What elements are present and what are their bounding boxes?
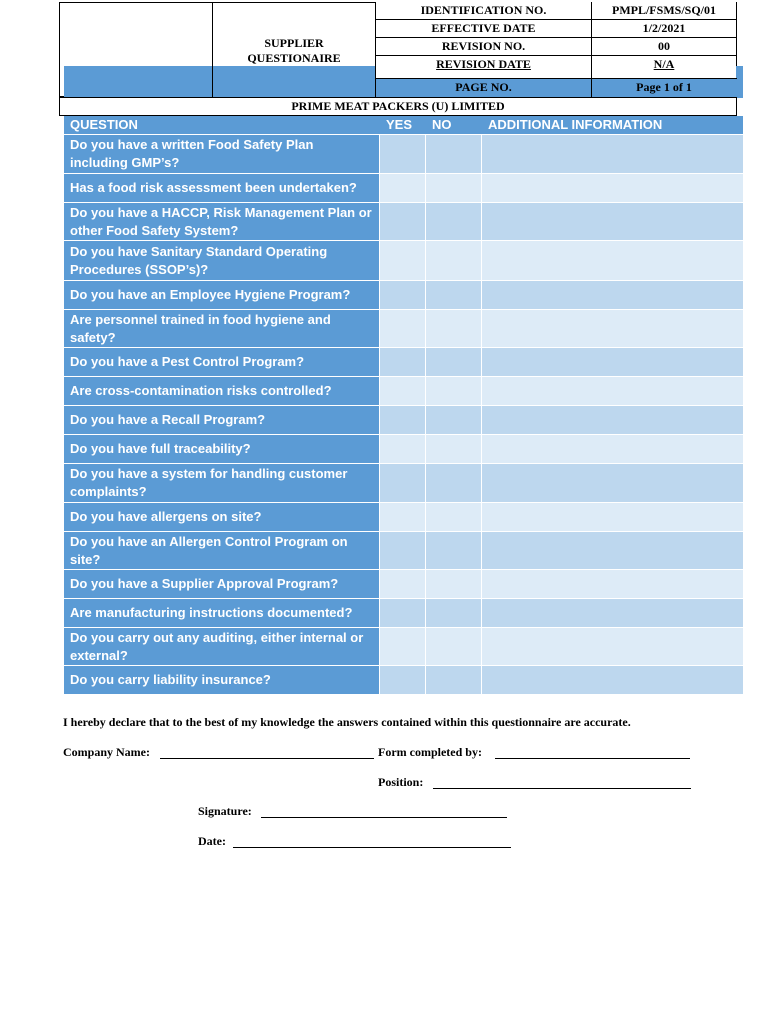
yes-answer-cell[interactable] xyxy=(380,174,425,202)
no-answer-cell[interactable] xyxy=(426,377,481,405)
field-label: REVISION DATE xyxy=(436,57,531,71)
yes-answer-cell[interactable] xyxy=(380,203,425,240)
table-row xyxy=(64,281,743,309)
column-header-yes: YES xyxy=(386,117,413,132)
question-text: Do you have Sanitary Standard Operating Procedures (SSOP’s)? xyxy=(64,241,379,280)
table-row xyxy=(64,174,743,202)
question-text: Has a food risk assessment been undertaken? xyxy=(64,174,379,202)
table-row xyxy=(64,203,743,240)
no-answer-cell[interactable] xyxy=(426,281,481,309)
no-answer-cell[interactable] xyxy=(426,666,481,694)
table-row xyxy=(64,532,743,569)
additional-info-cell[interactable] xyxy=(482,435,743,463)
column-header-no: NO xyxy=(432,117,452,132)
yes-answer-cell[interactable] xyxy=(380,666,425,694)
table-row xyxy=(64,310,743,347)
company-name-label: Company Name: xyxy=(63,745,150,759)
field-value: PMPL/FSMS/SQ/01 xyxy=(611,3,716,17)
field-value: N/A xyxy=(653,57,675,71)
date-label: Date: xyxy=(198,834,226,848)
signature-field[interactable] xyxy=(261,817,507,818)
yes-answer-cell[interactable] xyxy=(380,435,425,463)
no-answer-cell[interactable] xyxy=(426,435,481,463)
no-answer-cell[interactable] xyxy=(426,406,481,434)
additional-info-cell[interactable] xyxy=(482,666,743,694)
question-text: Do you have an Allergen Control Program on site? xyxy=(64,532,379,569)
no-answer-cell[interactable] xyxy=(426,532,481,569)
column-header-additional-info: ADDITIONAL INFORMATION xyxy=(488,117,663,132)
question-text: Are personnel trained in food hygiene and safety? xyxy=(64,310,379,347)
table-row xyxy=(64,503,743,531)
yes-answer-cell[interactable] xyxy=(380,310,425,347)
question-text: Do you carry liability insurance? xyxy=(64,666,379,694)
table-row xyxy=(64,599,743,627)
yes-answer-cell[interactable] xyxy=(380,570,425,598)
question-text: Do you have a Recall Program? xyxy=(64,406,379,434)
additional-info-cell[interactable] xyxy=(482,406,743,434)
additional-info-cell[interactable] xyxy=(482,532,743,569)
additional-info-cell[interactable] xyxy=(482,377,743,405)
field-value: 00 xyxy=(658,39,670,53)
additional-info-cell[interactable] xyxy=(482,281,743,309)
no-answer-cell[interactable] xyxy=(426,174,481,202)
question-text: Are manufacturing instructions documented? xyxy=(64,599,379,627)
no-answer-cell[interactable] xyxy=(426,135,481,173)
table-row xyxy=(64,406,743,434)
additional-info-cell[interactable] xyxy=(482,174,743,202)
column-header-question: QUESTION xyxy=(70,117,138,132)
question-text: Do you have a HACCP, Risk Management Plan or other Food Safety System? xyxy=(64,203,379,240)
yes-answer-cell[interactable] xyxy=(380,406,425,434)
yes-answer-cell[interactable] xyxy=(380,628,425,665)
table-row xyxy=(64,241,743,280)
field-label: IDENTIFICATION NO. xyxy=(420,3,547,17)
yes-answer-cell[interactable] xyxy=(380,377,425,405)
table-header-row xyxy=(64,116,743,134)
form-title: SUPPLIER QUESTIONAIRE xyxy=(247,36,341,65)
additional-info-cell[interactable] xyxy=(482,348,743,376)
company-name-field[interactable] xyxy=(160,758,374,759)
no-answer-cell[interactable] xyxy=(426,570,481,598)
yes-answer-cell[interactable] xyxy=(380,348,425,376)
additional-info-cell[interactable] xyxy=(482,135,743,173)
yes-answer-cell[interactable] xyxy=(380,464,425,502)
signature-label: Signature: xyxy=(198,804,252,818)
table-row xyxy=(64,135,743,173)
additional-info-cell[interactable] xyxy=(482,241,743,280)
additional-info-cell[interactable] xyxy=(482,203,743,240)
table-row xyxy=(64,628,743,665)
field-value: Page 1 of 1 xyxy=(636,80,692,94)
question-text: Are cross-contamination risks controlled? xyxy=(64,377,379,405)
position-label: Position: xyxy=(378,775,424,789)
header-divider xyxy=(212,2,213,97)
date-field[interactable] xyxy=(233,847,511,848)
yes-answer-cell[interactable] xyxy=(380,281,425,309)
field-value: 1/2/2021 xyxy=(642,21,686,35)
additional-info-cell[interactable] xyxy=(482,310,743,347)
table-row xyxy=(64,570,743,598)
field-label: PAGE NO. xyxy=(455,80,512,94)
form-completed-by-label: Form completed by: xyxy=(378,745,482,759)
question-text: Do you have full traceability? xyxy=(64,435,379,463)
table-row xyxy=(64,666,743,694)
additional-info-cell[interactable] xyxy=(482,464,743,502)
field-label: REVISION NO. xyxy=(441,39,526,53)
additional-info-cell[interactable] xyxy=(482,570,743,598)
question-text: Do you have a written Food Safety Plan including GMP’s? xyxy=(64,135,379,173)
no-answer-cell[interactable] xyxy=(426,310,481,347)
table-row xyxy=(64,435,743,463)
no-answer-cell[interactable] xyxy=(426,348,481,376)
field-label: EFFECTIVE DATE xyxy=(431,21,536,35)
form-completed-by-field[interactable] xyxy=(495,758,690,759)
company-name-banner: PRIME MEAT PACKERS (U) LIMITED xyxy=(291,99,505,113)
question-text: Do you have a system for handling customer complaints? xyxy=(64,464,379,502)
no-answer-cell[interactable] xyxy=(426,599,481,627)
additional-info-cell[interactable] xyxy=(482,503,743,531)
question-text: Do you have a Pest Control Program? xyxy=(64,348,379,376)
yes-answer-cell[interactable] xyxy=(380,503,425,531)
no-answer-cell[interactable] xyxy=(426,503,481,531)
yes-answer-cell[interactable] xyxy=(380,241,425,280)
yes-answer-cell[interactable] xyxy=(380,599,425,627)
question-text: Do you have a Supplier Approval Program? xyxy=(64,570,379,598)
table-row xyxy=(64,464,743,502)
yes-answer-cell[interactable] xyxy=(380,532,425,569)
no-answer-cell[interactable] xyxy=(426,241,481,280)
yes-answer-cell[interactable] xyxy=(380,135,425,173)
question-text: Do you carry out any auditing, either internal or external? xyxy=(64,628,379,665)
table-row xyxy=(64,348,743,376)
declaration-statement: I hereby declare that to the best of my knowledge the answers contained within this questionnaire are accurate. xyxy=(63,715,631,729)
position-field[interactable] xyxy=(433,788,691,789)
no-answer-cell[interactable] xyxy=(426,464,481,502)
table-row xyxy=(64,377,743,405)
question-text: Do you have allergens on site? xyxy=(64,503,379,531)
no-answer-cell[interactable] xyxy=(426,628,481,665)
additional-info-cell[interactable] xyxy=(482,599,743,627)
no-answer-cell[interactable] xyxy=(426,203,481,240)
question-text: Do you have an Employee Hygiene Program? xyxy=(64,281,379,309)
additional-info-cell[interactable] xyxy=(482,628,743,665)
